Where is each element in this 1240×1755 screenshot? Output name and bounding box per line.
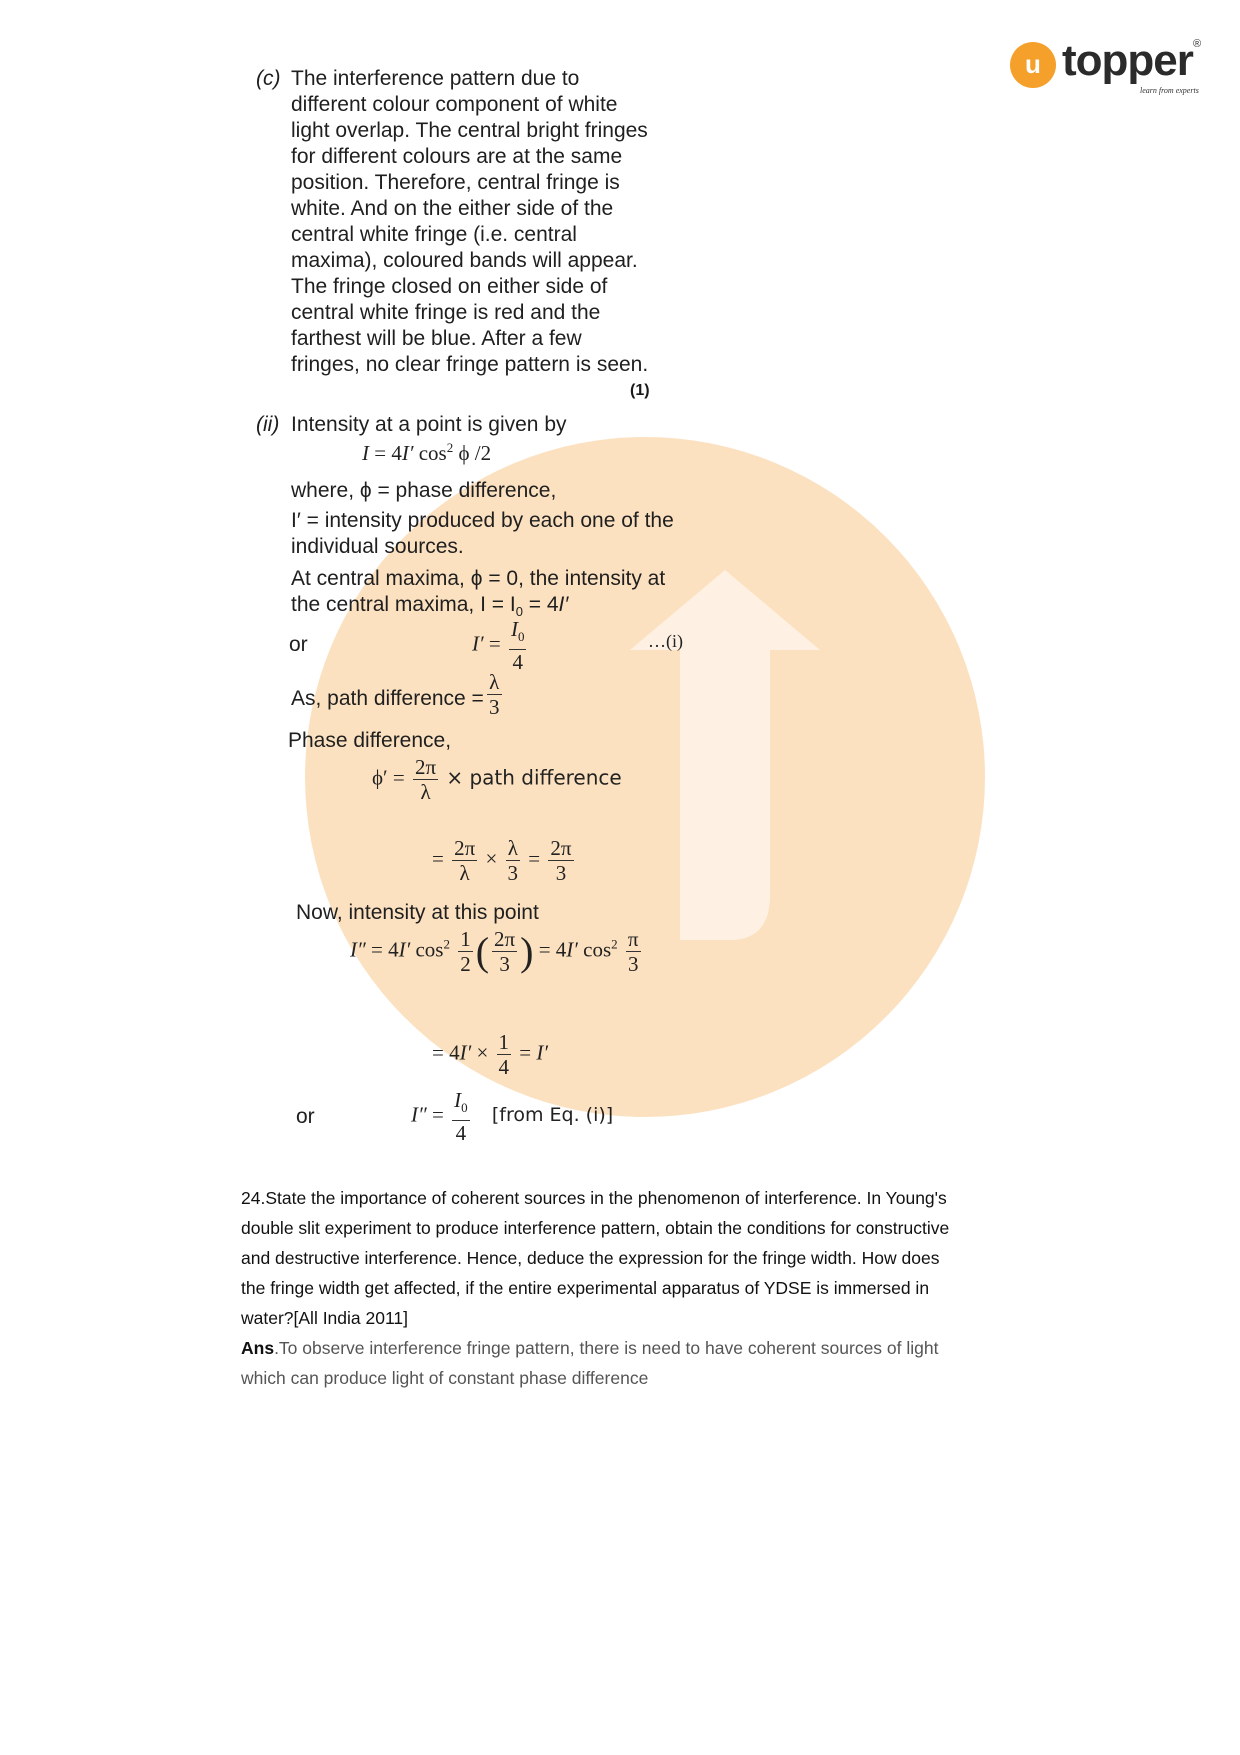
iprime-definition-1: I′ = intensity produced by each one of the [291,509,674,532]
answer-line [241,1333,1031,1363]
intensity-equation: I = 4I′ $\cos^2 \phi$ /2 [362,440,492,465]
question-24 [241,1183,1031,1333]
equation-reference: …(i) [648,631,683,651]
logo-badge-icon [1010,42,1056,88]
new-intensity-simplified: = 4I′ × $\frac{1}{4}$ = I′ [432,1030,548,1079]
part-c-line: farthest will be blue. After a few [291,327,582,350]
central-maxima-1: At central maxima, ϕ = 0, the intensity at [291,567,666,590]
now-intensity-label: Now, intensity at this point [296,901,539,924]
part-c-line: position. Therefore, central fringe is [291,171,620,194]
question-line: the fringe width get affected, if the entire experimental apparatus of YDSE is immersed in [241,1278,930,1298]
logo-badge-letter: u [1025,49,1041,79]
question-line: double slit experiment to produce interference pattern, obtain the conditions for constructive [241,1218,950,1238]
logo-registered: ® [1193,38,1202,50]
logo-brand: topper [1062,36,1193,85]
where-line: where, ϕ = phase difference, [291,479,557,502]
part-ii-label: (ii) [256,413,280,436]
answer-text-1: .To observe interference fringe pattern, there is need to have coherent sources of light [274,1338,939,1358]
or-label-1: or [289,633,308,656]
or-label-2: or [296,1105,315,1128]
logo-tagline: learn from experts [1140,86,1199,95]
question-text-1: State the importance of coherent sources in the phenomenon of interference. In Young's [265,1188,947,1208]
part-c-line: central white fringe is red and the [291,301,601,324]
part-c-line: central white fringe (i.e. central [291,223,577,246]
from-eq-reference: [from Eq. (i)] [491,1104,614,1127]
part-c-text [291,66,711,378]
new-intensity-equation: I″ = 4I′ $\cos^2$ $\frac{1}{2}$ ( $\frac{2\pi}{3}$ ) = 4I′ $\cos^2$ $\frac{\pi}{3}$ [350,927,639,976]
iprime-equation: I′ = $\frac{I_0}{4}$ [472,617,525,675]
part-c-label: (c) [256,67,281,90]
question-line [241,1183,1031,1213]
path-difference-label: As, path difference = [291,687,484,710]
question-number: 24. [241,1188,266,1208]
central-maxima-2: the central maxima, $I = I_0 = 4I'$ [291,593,569,620]
phase-difference-value: = $\frac{2\pi}{\lambda}$ × $\frac{\lambda}{3}$ = $\frac{2\pi}{3}$ [432,836,572,885]
logo [1010,36,1205,100]
path-difference-fraction: $\frac{\lambda}{3}$ [489,670,500,719]
part-c-line: for different colours are at the same [291,145,623,168]
part-c-marks: (1) [630,382,650,399]
iprime-definition-2: individual sources. [291,535,464,558]
final-intensity-equation: I″ = $\frac{I_0}{4}$ [from Eq. (i)] [411,1088,614,1146]
question-line: water?[All India 2011] [241,1308,409,1328]
answer-line: which can produce light of constant phase difference [241,1368,649,1388]
answer [241,1333,1031,1393]
phase-difference-equation: ϕ′ = $\frac{2\pi}{\lambda}$ × path difference [372,755,622,804]
part-c-line: white. And on the either side of the [291,197,614,220]
part-c-line: different colour component of white [291,93,618,116]
times-path-difference: × path difference [446,765,622,790]
central-maxima-2-text: the central maxima, I = I [291,593,516,616]
question-line: and destructive interference. Hence, deduce the expression for the fringe width. How does [241,1248,940,1268]
watermark-arrow-icon [620,565,830,945]
part-c-line: fringes, no clear fringe pattern is seen. [291,353,649,376]
part-c-line: The interference pattern due to [291,67,580,90]
answer-label: Ans [241,1338,275,1358]
part-c-line: light overlap. The central bright fringes [291,119,648,142]
part-ii-intro: Intensity at a point is given by [291,413,567,436]
phase-difference-label: Phase difference, [288,729,452,752]
part-c-line: maxima), coloured bands will appear. [291,249,638,272]
part-c-line: The fringe closed on either side of [291,275,608,298]
